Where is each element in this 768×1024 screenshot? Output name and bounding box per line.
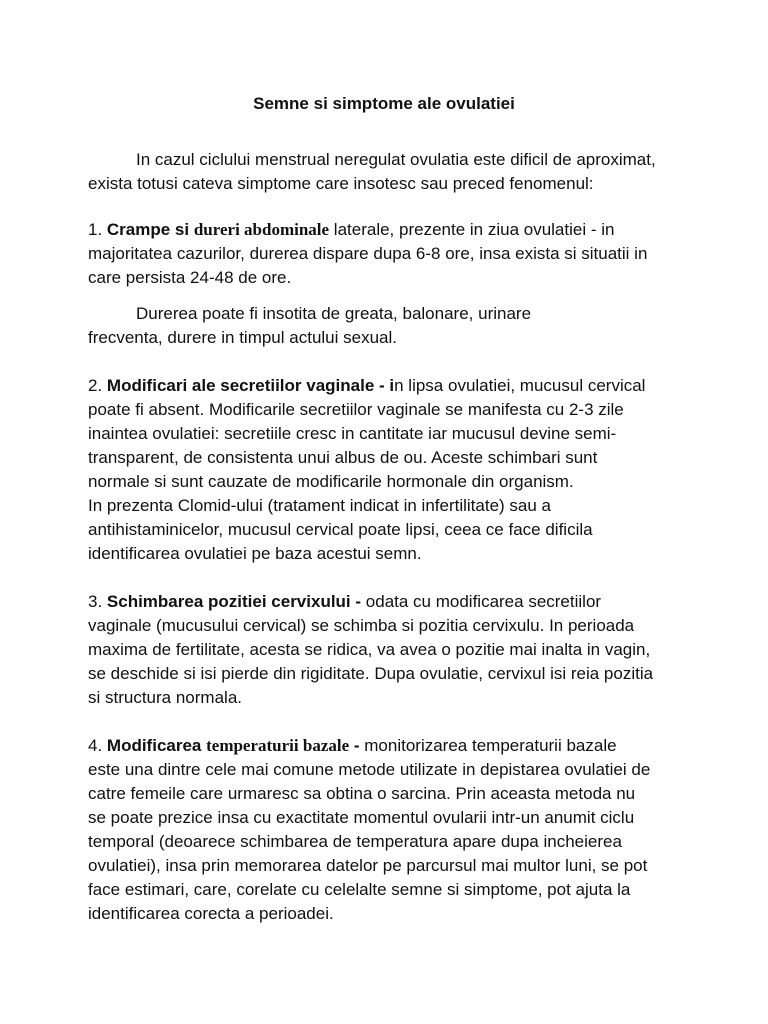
item-heading-serif: dureri abdominale [193,220,330,239]
item-text: odata cu modificarea secretiilor [365,592,602,611]
document-title: Semne si simptome ale ovulatiei [253,94,515,113]
item-number: 4. [88,736,107,755]
list-item-1 [88,218,688,290]
text-line: transparent, de consistenta unui albus de ou. Aceste schimbari sunt [88,448,598,467]
item-heading-serif: temperaturii bazale [206,736,350,755]
text-line: In cazul ciclului menstrual neregulat ovulatia este dificil de aproximat, [136,150,656,169]
item-number: 2. [88,376,107,395]
item-number: 3. [88,592,107,611]
text-line: maxima de fertilitate, acesta se ridica, va avea o pozitie mai inalta in vagin, [88,640,651,659]
text-line: se poate prezice insa cu exactitate momentul ovularii intr-un anumit ciclu [88,808,635,827]
item-heading: Crampe si [106,220,194,239]
text-line: frecventa, durere in timpul actului sexual. [88,328,397,347]
text-line: identificarea corecta a perioadei. [88,904,334,923]
text-line: care persista 24-48 de ore. [88,268,292,287]
text-line [88,590,688,614]
list-item-2 [88,374,688,566]
item-text: laterale, prezente in ziua ovulatiei - in [329,220,615,239]
text-line: poate fi absent. Modificarile secretiilor vaginale se manifesta cu 2-3 zile [88,400,624,419]
item-heading: Schimbarea pozitiei cervixului - [106,592,366,611]
text-line: antihistaminicelor, mucusul cervical poate lipsi, ceea ce face dificila [88,520,593,539]
text-line: majoritatea cazurilor, durerea dispare dupa 6-8 ore, insa exista si situatii in [88,244,648,263]
text-line: si structura normala. [88,688,242,707]
text-line: identificarea ovulatiei pe baza acestui semn. [88,544,422,563]
item-heading: Modificari ale secretiilor vaginale - i [106,376,395,395]
item-text: n lipsa ovulatiei, mucusul cervical [394,376,646,395]
text-line: normale si sunt cauzate de modificarile hormonale din organism. [88,472,574,491]
text-line: catre femeile care urmaresc sa obtina o sarcina. Prin aceasta metoda nu [88,784,636,803]
text-line: ovulatiei), insa prin memorarea datelor pe parcursul mai multor luni, se pot [88,856,648,875]
item-heading: Modificarea [106,736,207,755]
text-line: face estimari, care, corelate cu celelalte semne si simptome, pot ajuta la [88,880,631,899]
text-line [88,734,688,758]
intro-paragraph [88,148,688,196]
item-text: monitorizarea temperaturii bazale [364,736,617,755]
list-item-1-paragraph-2 [88,302,688,350]
list-item-3 [88,590,688,710]
text-line: inaintea ovulatiei: secretiile cresc in cantitate iar mucusul devine semi- [88,424,617,443]
text-line: exista totusi cateva simptome care insotesc sau preced fenomenul: [88,174,594,193]
text-line: vaginale (mucusului cervical) se schimba si pozitia cervixulu. In perioada [88,616,635,635]
text-line [88,374,688,398]
item-number: 1. [88,220,107,239]
text-line: In prezenta Clomid-ului (tratament indicat in infertilitate) sau a [88,496,551,515]
item-heading-dash: - [349,736,365,755]
text-line: este una dintre cele mai comune metode utilizate in depistarea ovulatiei de [88,760,651,779]
text-line: temporal (deoarece schimbarea de temperatura apare dupa incheierea [88,832,622,851]
text-line: se deschide si isi pierde din rigiditate. Dupa ovulatie, cervixul isi reia pozitia [88,664,654,683]
text-line [88,218,688,242]
text-line: Durerea poate fi insotita de greata, balonare, urinare [136,304,532,323]
list-item-4 [88,734,688,926]
